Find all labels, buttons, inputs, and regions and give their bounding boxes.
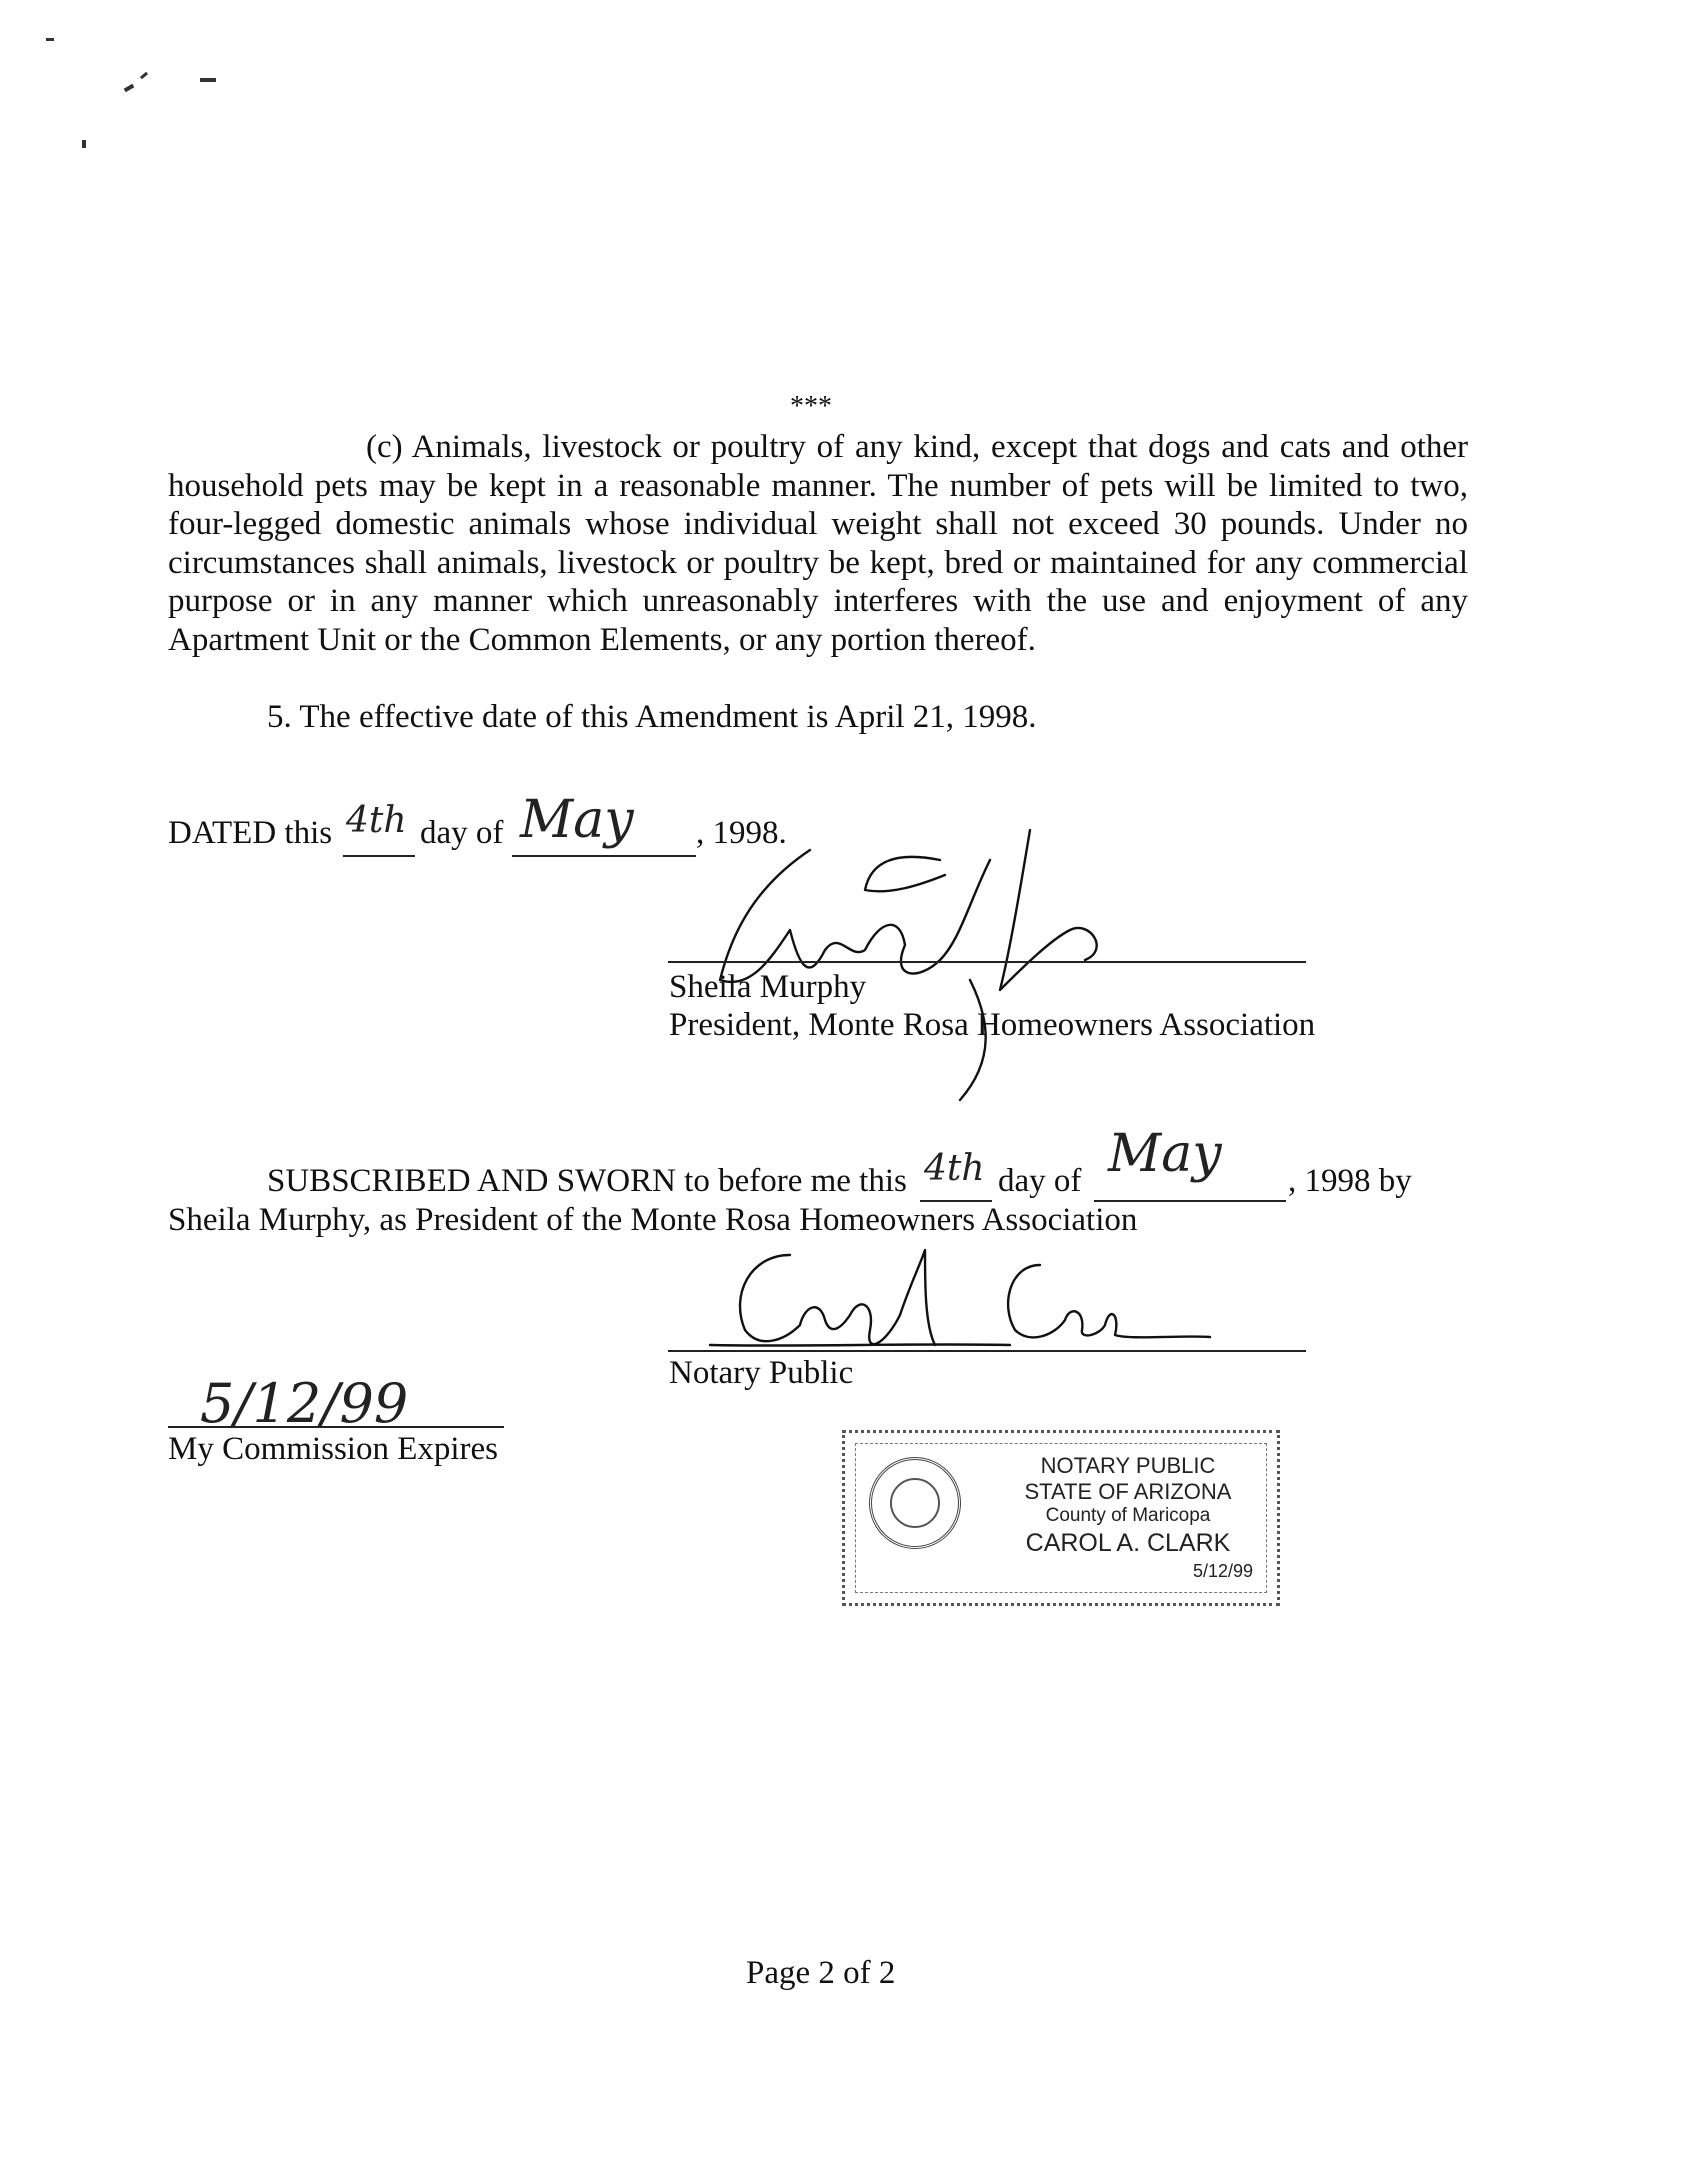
president-signature-line: [668, 961, 1306, 963]
notary-stamp: [842, 1430, 1280, 1606]
sworn-day-handwritten: 4th: [924, 1148, 985, 1189]
sworn-middle: day of: [998, 1163, 1082, 1199]
stamp-line-3: County of Maricopa: [1045, 1505, 1211, 1526]
sworn-month-handwritten: May: [1108, 1124, 1222, 1184]
president-signature: [690, 820, 1130, 1100]
commission-expires-label: My Commission Expires: [168, 1431, 499, 1467]
dated-day-line: [343, 855, 415, 857]
stamp-line-5: 5/12/99: [1192, 1561, 1253, 1581]
stamp-line-1: NOTARY PUBLIC: [1040, 1453, 1216, 1478]
dated-day-handwritten: 4th: [346, 800, 407, 841]
dated-prefix: DATED this: [168, 815, 333, 851]
clause-c-text: (c) Animals, livestock or poultry of any kind, except that dogs and cats and other household pets may be kept in a reasonable manner. The number of pets will be limited to two, four-legged domestic animals whose individual weight shall not exceed 30 pounds. Under no circumstances shall animals, livestock or poultry be kept, bred or maintained for any commercial purpose or in any manner which unreasonably interferes with the use and enjoyment of any Apartment Unit or the Common Elements, or any portion thereof.: [168, 429, 1468, 658]
dated-month-handwritten: May: [520, 790, 634, 850]
signer-title: President, Monte Rosa Homeowners Association: [669, 1007, 1316, 1043]
page-footer: Page 2 of 2: [746, 1955, 896, 1991]
effective-date-item: 5. The effective date of this Amendment is April 21, 1998.: [267, 699, 1037, 735]
dated-month-line: [512, 855, 696, 857]
state-seal-icon: [869, 1457, 961, 1549]
stamp-line-2: STATE OF ARIZONA: [1024, 1479, 1232, 1504]
notary-signature-line: [668, 1350, 1306, 1352]
commission-line: [168, 1426, 504, 1428]
clause-c-paragraph: [168, 428, 1468, 659]
notary-signature: [710, 1245, 1230, 1365]
sworn-prefix: SUBSCRIBED AND SWORN to before me this: [267, 1163, 907, 1199]
sworn-suffix: , 1998 by: [1288, 1163, 1412, 1199]
signer-name: Sheila Murphy: [669, 969, 867, 1005]
sworn-line-2: Sheila Murphy, as President of the Monte Rosa Homeowners Association: [168, 1202, 1138, 1238]
section-separator: ***: [790, 391, 832, 422]
dated-suffix: , 1998.: [696, 815, 787, 851]
commission-date-handwritten: 5/12/99: [200, 1372, 409, 1435]
stamp-line-4: CAROL A. CLARK: [1025, 1529, 1231, 1557]
dated-middle: day of: [420, 815, 504, 851]
notary-public-label: Notary Public: [669, 1355, 854, 1391]
